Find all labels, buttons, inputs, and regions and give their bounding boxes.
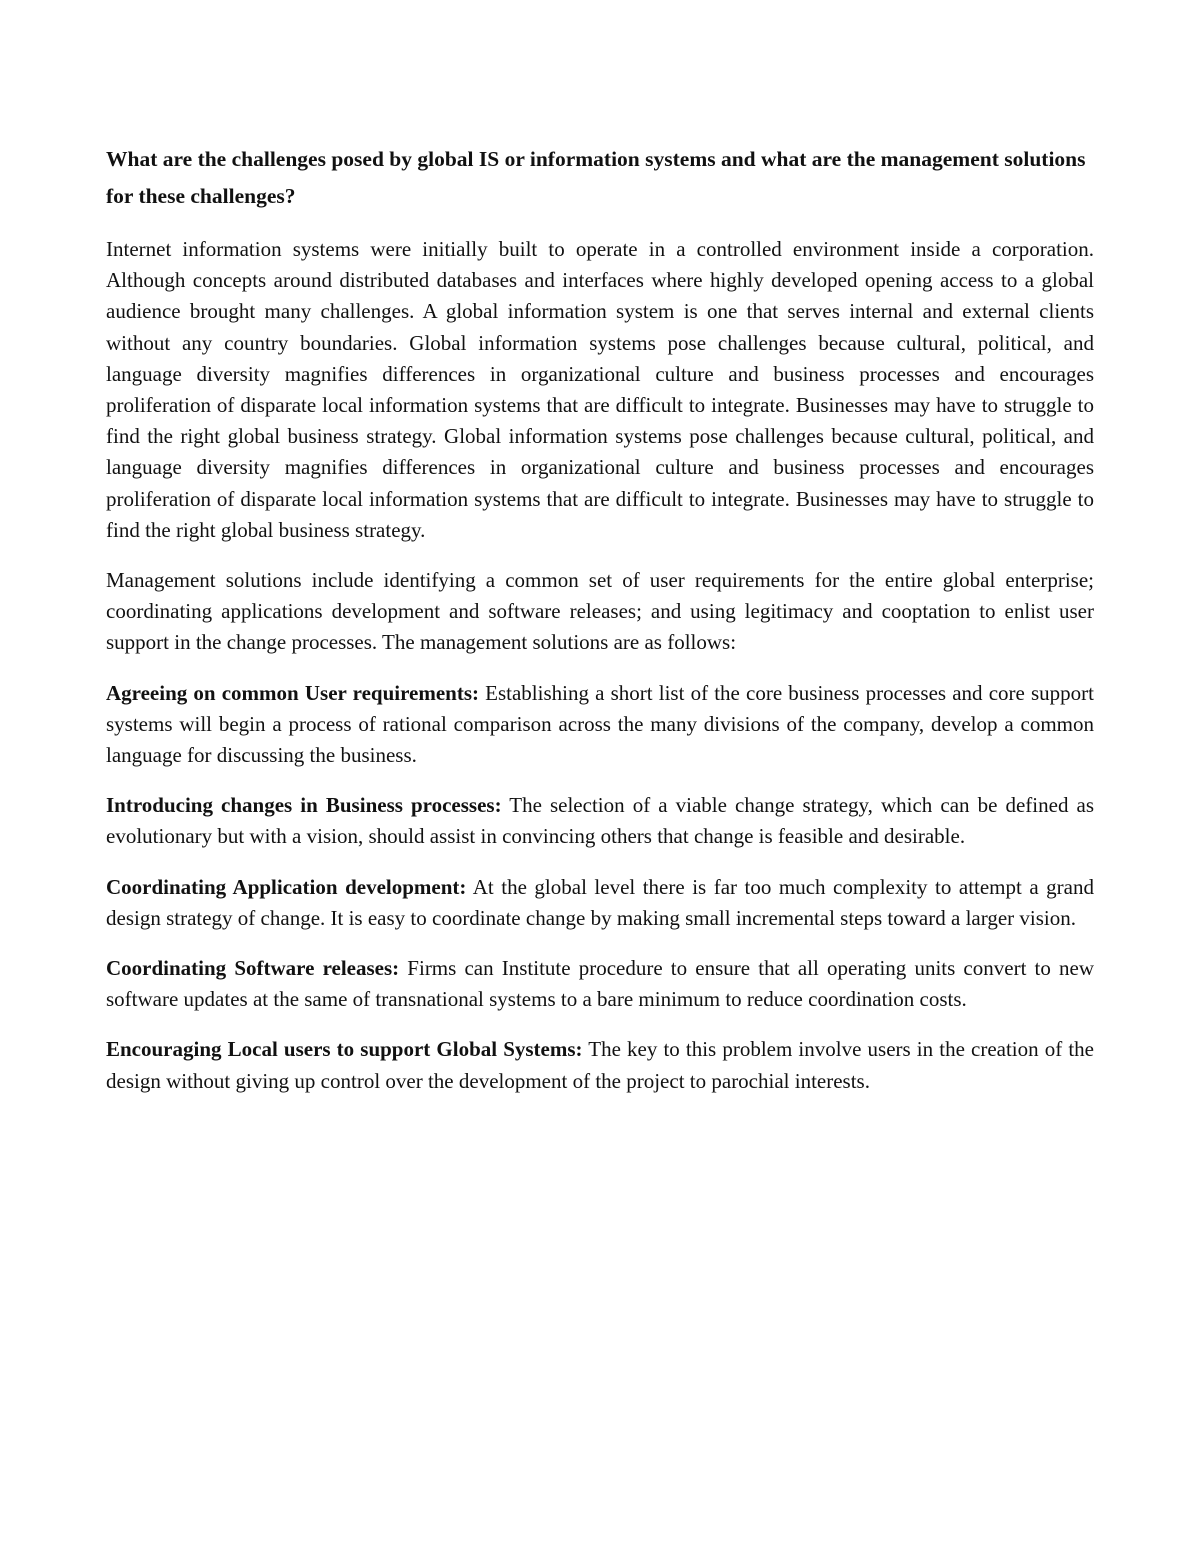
solution-heading: Agreeing on common User requirements: <box>106 680 479 705</box>
solution-paragraph-common-requirements <box>106 678 1094 772</box>
solution-heading: Encouraging Local users to support Global Systems: <box>106 1037 583 1062</box>
solution-text: Firms can Institute procedure to ensure that all operating units convert to new software updates at the same of transnational systems to a bare minimum to reduce coordination costs. <box>106 956 1095 1012</box>
management-paragraph: Management solutions include identifying a common set of user requirements for the entire global enterprise; coordinating applications development and software releases; and using legitimacy and cooptation to enlist user support in the change processes. The management solutions are as follows: <box>106 568 1094 655</box>
solution-paragraph-local-users <box>106 1034 1094 1096</box>
intro-paragraph: Internet information systems were initially built to operate in a controlled environment inside a corporation. Although concepts around distributed databases and interfaces where highly developed opening access to a global audience brought many challenges. A global information system is one that serves internal and external clients without any country boundaries. Global information systems pose challenges because cultural, political, and language diversity magnifies differences in organizational culture and business processes and encourages proliferation of disparate local information systems that are difficult to integrate. Businesses may have to struggle to find the right global business strategy. Global information systems pose challenges because cultural, political, and language diversity magnifies differences in organizational culture and business processes and encourages proliferation of disparate local information systems that are difficult to integrate. Businesses may have to struggle to find the right global business strategy. <box>106 237 1094 542</box>
document-title: What are the challenges posed by global IS or information systems and what are the management solutions for these challenges? <box>106 147 1086 208</box>
solution-text: The selection of a viable change strategy, which can be defined as evolutionary but with a vision, should assist in convincing others that change is feasible and desirable. <box>106 793 1095 849</box>
solution-paragraph-software-releases <box>106 953 1094 1015</box>
solution-text: The key to this problem involve users in the creation of the design without giving up control over the development of the project to parochial interests. <box>106 1037 1094 1093</box>
solution-paragraph-business-processes <box>106 790 1094 852</box>
solution-text: Establishing a short list of the core business processes and core support systems will begin a process of rational comparison across the many divisions of the company, develop a common language for discussing the business. <box>106 680 1094 768</box>
solution-paragraph-application-development <box>106 872 1094 934</box>
document-page <box>106 141 1094 1116</box>
solution-heading: Coordinating Software releases: <box>106 956 400 981</box>
solution-text: At the global level there is far too much complexity to attempt a grand design strategy of change. It is easy to coordinate change by making small incremental steps toward a larger vision. <box>106 874 1094 930</box>
solution-heading: Coordinating Application development: <box>106 874 467 899</box>
solution-heading: Introducing changes in Business processes: <box>106 793 502 818</box>
